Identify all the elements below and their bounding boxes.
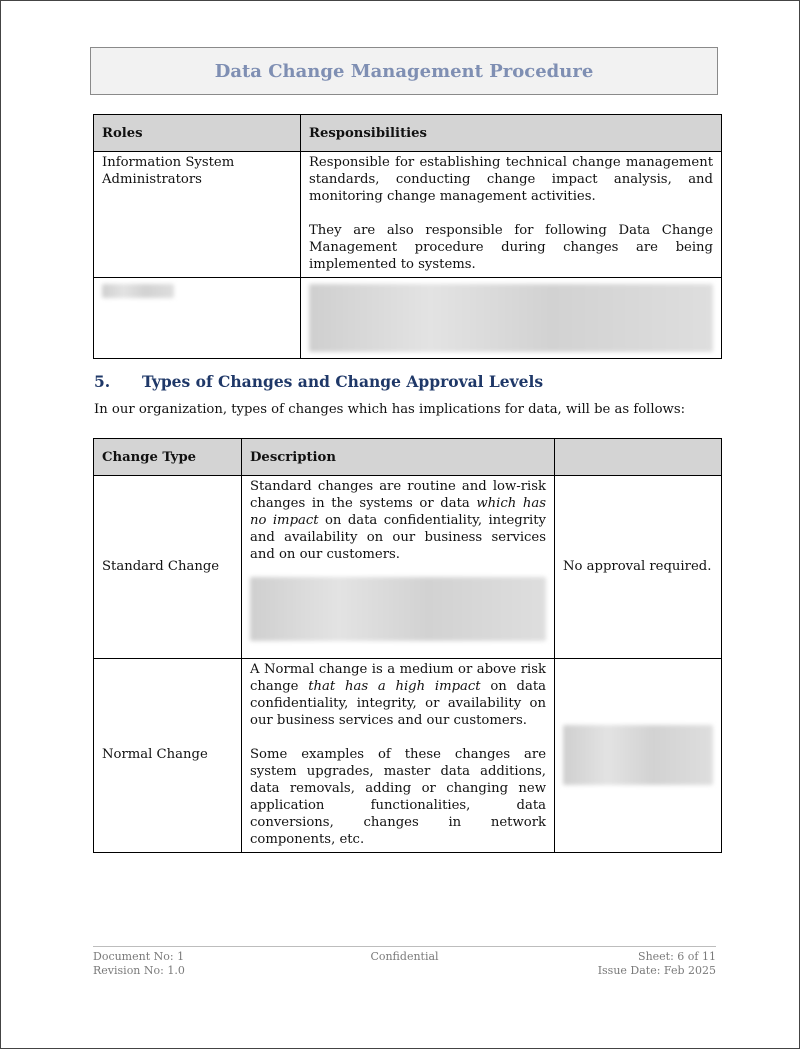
- normal-change-type: Normal Change: [94, 659, 242, 853]
- header-approval: [555, 439, 722, 476]
- section-title: Types of Changes and Change Approval Levels: [142, 372, 544, 391]
- normal-description-examples: Some examples of these changes are system upgrades, master data additions, data removals, adding or changing new application functionalities, data conversions, changes in network components, etc.: [250, 747, 546, 847]
- table-row: [94, 476, 722, 659]
- responsibility-para-1: Responsible for establishing technical change management standards, conducting change impact analysis, and monitoring change management activities.: [309, 155, 713, 204]
- section-intro: In our organization, types of changes which has implications for data, will be as follows:: [94, 402, 686, 417]
- redacted-text: [102, 284, 174, 298]
- redacted-text: [563, 725, 713, 785]
- redacted-responsibility-cell: [301, 278, 722, 359]
- desc-emphasis: which has no impact: [250, 496, 546, 528]
- desc-text: on data confidentiality, integrity and availability on our business services and on our customers.: [250, 513, 546, 562]
- table-header-row: [94, 439, 722, 476]
- table-header-row: [94, 115, 722, 152]
- normal-description-text: [250, 661, 546, 729]
- sheet-number: Sheet: 6 of 11: [638, 950, 716, 963]
- role-line-1: Information System: [102, 155, 235, 170]
- revision-number: Revision No: 1.0: [93, 964, 185, 977]
- header-description: Description: [242, 439, 555, 476]
- table-row: [94, 659, 722, 853]
- standard-change-approval: No approval required.: [555, 476, 722, 659]
- role-cell: [94, 152, 301, 278]
- classification-label: Confidential: [370, 950, 439, 963]
- role-line-2: Administrators: [102, 172, 202, 187]
- header-roles: Roles: [94, 115, 301, 152]
- normal-change-approval: [555, 659, 722, 853]
- page-footer: [93, 946, 716, 977]
- standard-change-type: Standard Change: [94, 476, 242, 659]
- redacted-text: [309, 284, 713, 352]
- desc-text: A Normal change is a medium or above risk change: [250, 662, 546, 694]
- standard-change-description: [242, 476, 555, 659]
- table-row: [94, 152, 722, 278]
- redacted-role-cell: [94, 278, 301, 359]
- desc-text: on data confidentiality, integrity, or availability on our business services and our customers.: [250, 679, 546, 728]
- standard-description-text: [250, 478, 546, 563]
- change-types-table: [93, 438, 722, 853]
- normal-change-description: [242, 659, 555, 853]
- document-title: Data Change Management Procedure: [90, 47, 718, 95]
- header-change-type: Change Type: [94, 439, 242, 476]
- table-row: [94, 278, 722, 359]
- desc-text: Standard changes are routine and low-risk changes in the systems or data: [250, 479, 546, 511]
- redacted-text: [250, 577, 546, 641]
- section-heading: [94, 372, 543, 391]
- desc-emphasis: that has a high impact: [308, 679, 481, 694]
- header-responsibilities: Responsibilities: [301, 115, 722, 152]
- document-number: Document No: 1: [93, 950, 185, 963]
- issue-date: Issue Date: Feb 2025: [597, 964, 716, 977]
- footer-right: [598, 950, 716, 978]
- responsibility-cell: [301, 152, 722, 278]
- responsibility-para-2: They are also responsible for following Data Change Management procedure during changes are being implemented to systems.: [309, 223, 713, 272]
- roles-table: [93, 114, 722, 359]
- section-number: 5.: [94, 372, 111, 391]
